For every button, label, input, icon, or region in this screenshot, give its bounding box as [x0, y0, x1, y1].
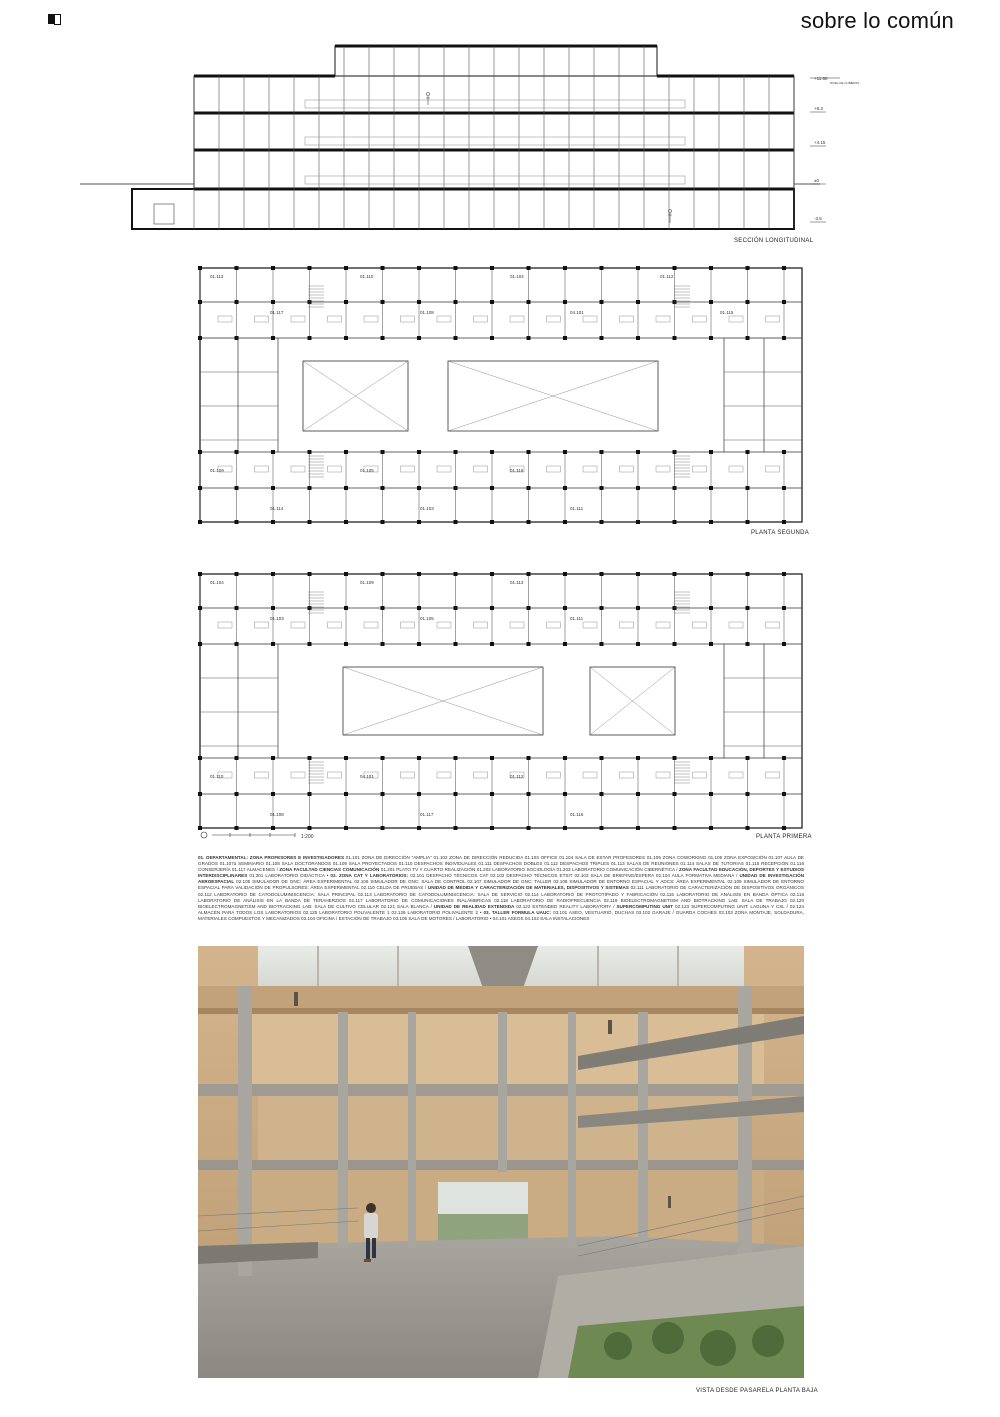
- scale-label: 1:200: [301, 834, 314, 840]
- logo-mark: [48, 14, 60, 24]
- room-label: 01.111: [570, 616, 584, 621]
- program-legend: 01. DEPARTAMENTAL: ZONA PROFESORES E INVESTIGADORES 01.101 ZONA DE DIRECCIÓN "AMPLIA" 01.102 ZONA DE DIRECCIÓN REDUCIDA 01.103 OFFICE 01.104 SALA DE ESTAR PROFESORES 01.105 ZONA COWORKING 01.106 ZONA EXPOSICIÓN 01.107 AULA DE GRADOS 01.107a SEMINARIO 01.108 SALA DOCTORANDOS 01.109 SALA PROYECTADOS 01.110 DESPACHOS INDIVIDUALES 01.111 DESPACHOS DOBLES 01.112 DESPACHOS TRIPLES 01.113 SALAS DE REUNIONES 01.114 SALAS DE TUTORIAS 01.115 RECEPCIÓN 01.116 CONSERJERÍA 01.117 ALMACENES / ZONA FACULTAD CIENCIAS COMUNICACIÓN 01.201 PLATO TV Y CUARTO REALIZACIÓN 01.202 LABORATORIO SOCIOLOGÍA 01.203 LABORATORIO COMUNICACIÓN CIBERNÉTICA / ZONA FACULTAD EDUCACIÓN, DEPORTES Y ESTUDIOS INTERDISCIPLINARES 01.301 LABORATORIO DIDÁCTICA • 02. ZONA CAT Y LABORATORIOS: 02.101 DESPACHO TÉCNICOS CAT 02.102 DESPACHO TÉCNICOS ETSIT 02.103 SALA DE BRIEFING/ESPERA 02.104 AULA FORMATIVA MEDIANA / UNIDAD DE INVESTIGACIÓN AEROESPACIAL 02.105 SIMULADOR DE GNC: ÁREA EXPERIMENTAL 02.106 SIMULADOR DE GNC: SALA DE CONTROL 02.107 SIMULADOR DE GNC: TALLER 02.108 SIMULADOR DE ENTORNO ESPACIAL Y ADCS: ÁREA EXPERIMENTAL 02.109 SIMULADOR DE ENTORNO ESPACIAL PARA VALIDACIÓN DE PROPULSORES: ÁREA EXPERIMENTAL 02.110 CELDA DE PRUEBAS / UNIDAD DE MEDIDA Y CARACTERIZACIÓN DE MATERIALES, DISPOSITIVOS Y SISTEMAS 02.111 LABORATORIO DE CARACTERIZACIÓN DE DISPOSITIVOS ORGÁNICOS 02.112 LABORATORIO DE CATODOLUMINISCENCIA: SALA PRINCIPAL 02.113 LABORATORIO DE CATODOLUMINISCENCIA: SALA DE SERVICIO 02.114 LABORATORIO DE PROTOTIPADO Y FABRICACIÓN 02.115 LABORATORIO DE ANÁLISIS EN BANDA ÓPTICA 02.116 LABORATORIO DE ANÁLISIS EN LA BANDA DE TERAHERZIOS 02.117 LABORATORIO DE COMUNICACIONES INALÁMBRICAS 02.118 LABORATORIO DE RADIOFRECUENCIA 02.119 BIOELECTROMAGNETISM AND BIOTRACKING LAB: SALA DE TRABAJO 02.120 BIOELECTROMAGNETISM AND BIOTRACKING LAB: SALA DE CULTIVO CELULAR 02.121 SALA BLANCA / UNIDAD DE REALIDAD EXTENDIDA 02.122 EXTENDED REALITY LABORATORY / SUPERCOMPUTING UNIT 02.123 SUPERCOMPUTING UNIT: LAGUNA Y CSL / 02.124 ALMACÉN PARA TODOS LOS LABORATORIOS 02.125 LABORATORIO POLIVALENTE 1 02.126 LABORATORIO POLIVALENTE 2 • 03. TALLER FORMULA UAUC: 03.101 ASEO, VESTUARIO, DUCHAS 03.102 GARAJE / GUARDA COCHES 03.103 ZONA MONTAJE, SOLDADURA, MATERIALES COMPUESTOS Y MECANIZADOS 03.104 OFICINA / ESTACIÓN DE TRABAJO 03.105 SALA DE MOTORES / LABORATORIO • 04.101 ASEOS 04.102 SALA INSTALACIONES: [198, 855, 805, 921]
- room-label: 01.104: [210, 580, 224, 585]
- level-label: +4.15: [814, 140, 826, 145]
- room-label: 01.103: [270, 616, 284, 621]
- page-title: sobre lo común: [800, 8, 954, 33]
- room-label: 01.113: [210, 274, 224, 279]
- room-label: 01.112: [660, 274, 674, 279]
- section-caption: SECCIÓN LONGITUDINAL: [734, 238, 814, 244]
- room-label: 01.108: [270, 812, 284, 817]
- level-label: ±0: [814, 178, 819, 183]
- level-label: -3.5: [814, 216, 822, 221]
- atrium-render-image: [198, 946, 804, 1378]
- room-label: 01.112: [510, 774, 524, 779]
- room-label: 01.115: [720, 310, 734, 315]
- room-label: 01.105: [420, 616, 434, 621]
- room-label: 01.116: [570, 812, 584, 817]
- room-label: 01.117: [420, 812, 434, 817]
- room-label: 01.105: [360, 468, 374, 473]
- render-caption: VISTA DESDE PASARELA PLANTA BAJA: [696, 1388, 818, 1394]
- scale-bar: [200, 828, 320, 842]
- level-label: +8.3: [814, 106, 823, 111]
- room-label: 01.111: [570, 506, 584, 511]
- room-label: 04.101: [570, 310, 584, 315]
- second-floor-plan: [198, 266, 804, 524]
- room-label: 01.117: [270, 310, 284, 315]
- room-label: 01.114: [270, 506, 284, 511]
- room-label: 01.109: [210, 468, 224, 473]
- room-label: 01.113: [510, 580, 524, 585]
- room-label: 01.109: [360, 580, 374, 585]
- level-label: +11.60: [814, 76, 828, 81]
- first-floor-caption: PLANTA PRIMERA: [756, 834, 812, 840]
- svg-text:NIVEL DE CUBIERTA: NIVEL DE CUBIERTA: [830, 81, 860, 85]
- second-floor-caption: PLANTA SEGUNDA: [751, 530, 810, 536]
- room-label: 01.103: [420, 506, 434, 511]
- room-label: 04.101: [360, 774, 374, 779]
- first-floor-plan: [198, 572, 804, 830]
- room-label: 01.104: [510, 274, 524, 279]
- room-label: 01.116: [510, 468, 524, 473]
- room-label: 01.110: [360, 274, 374, 279]
- room-label: 01.110: [210, 774, 224, 779]
- room-label: 01.108: [420, 310, 434, 315]
- longitudinal-section-drawing: [80, 40, 860, 240]
